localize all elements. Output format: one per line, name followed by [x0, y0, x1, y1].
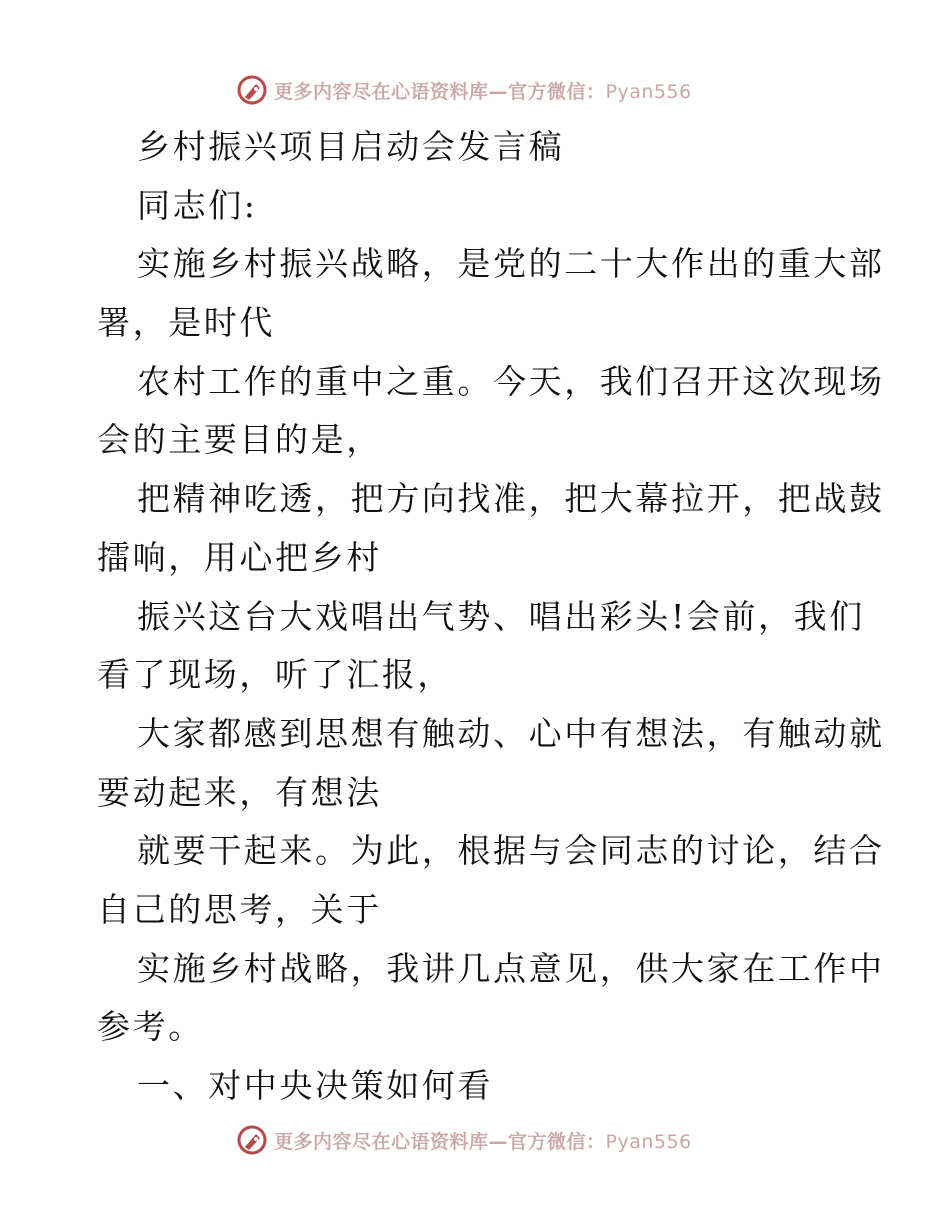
paragraph-line: 自己的思考，关于 — [97, 889, 382, 929]
document-body — [97, 118, 885, 1116]
pen-nib-logo-icon — [236, 1124, 268, 1156]
paragraph-line: 擂响，用心把乡村 — [97, 537, 382, 577]
paragraph-line: 农村工作的重中之重。今天，我们召开这次现场 — [137, 361, 885, 401]
paragraph-line: 署，是时代 — [97, 303, 275, 343]
paragraph-line: 会的主要目的是， — [97, 420, 382, 460]
wechat-id: Pyan556 — [605, 1130, 692, 1153]
wechat-id: Pyan556 — [605, 80, 692, 103]
paragraph-line: 把精神吃透，把方向找准，把大幕拉开，把战鼓 — [137, 479, 885, 519]
paragraph-line: 看了现场，听了汇报， — [97, 655, 453, 695]
banner-label: 更多内容尽在心语资料库—官方微信：Pyan556 — [274, 1130, 692, 1153]
document-title: 乡村振兴项目启动会发言稿 — [137, 127, 565, 166]
header-watermark-banner — [236, 70, 756, 110]
paragraph-line: 实施乡村振兴战略，是党的二十大作出的重大部 — [137, 244, 885, 284]
paragraph-line: 就要干起来。为此，根据与会同志的讨论，结合 — [137, 831, 885, 871]
salutation: 同志们: — [137, 185, 258, 225]
paragraph-line: 实施乡村战略，我讲几点意见，供大家在工作中 — [137, 948, 885, 988]
banner-label: 更多内容尽在心语资料库—官方微信：Pyan556 — [274, 80, 692, 103]
paragraph-line: 参考。 — [97, 1007, 204, 1047]
footer-watermark-banner — [236, 1120, 756, 1160]
paragraph-line: 大家都感到思想有触动、心中有想法，有触动就 — [137, 713, 885, 753]
section-heading: 一、对中央决策如何看 — [137, 1066, 493, 1105]
pen-nib-logo-icon — [236, 74, 268, 106]
paragraph-line: 要动起来，有想法 — [97, 772, 382, 812]
paragraph-line: 振兴这台大戏唱出气势、唱出彩头!会前，我们 — [137, 596, 865, 636]
